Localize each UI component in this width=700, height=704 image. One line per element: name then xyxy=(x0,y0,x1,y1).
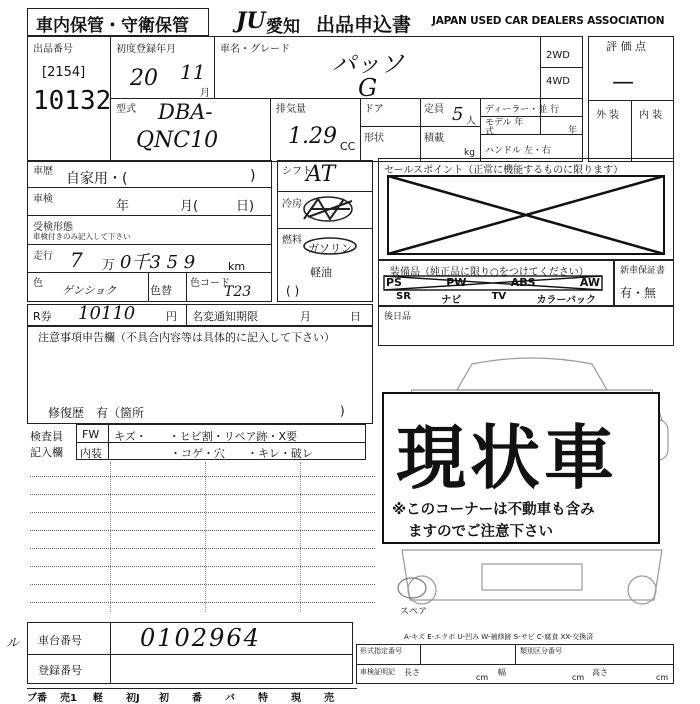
lot-sub-code: [2154] xyxy=(42,65,86,80)
color-code: T23 xyxy=(224,284,252,300)
model-year-label: モデル 年式 xyxy=(485,118,524,137)
model-label: 車名・グレード xyxy=(220,44,290,55)
footer-cell: 売1 xyxy=(60,693,77,704)
equipment-aw: AW xyxy=(579,276,600,289)
equipment-abs: ABS xyxy=(510,276,536,289)
name-change-label: 名変通知期限 xyxy=(192,310,258,323)
history-label: 車歴 xyxy=(33,166,53,177)
shaken-day: 日) xyxy=(236,199,255,214)
r-ticket-unit: 円 xyxy=(166,310,177,323)
equipment-tv: TV xyxy=(491,291,507,302)
registration-year: 20 xyxy=(130,66,158,91)
history-value: 自家用・( xyxy=(66,171,128,187)
load-unit: kg xyxy=(464,148,475,158)
equipment-label: 装備品（純正品に限り○をつけてください） xyxy=(390,267,589,278)
inspector-row1: キズ・ ・ヒビ割・リペア跡・X要 xyxy=(114,430,298,443)
plate-label: 登録番号 xyxy=(38,664,82,677)
inspector-fw: FW xyxy=(82,428,100,441)
fuel-paren: ( ) xyxy=(286,284,300,298)
model-name: パッソ xyxy=(332,50,404,78)
capacity-value: 5 xyxy=(452,104,464,125)
rating-exterior: 外 装 xyxy=(596,110,620,121)
class-num-label: 類別区分番号 xyxy=(520,647,562,655)
mileage-label: 走行 xyxy=(33,251,53,262)
receipt-label: 受検形態 xyxy=(33,222,73,233)
inspector-interior: 内装 xyxy=(80,447,102,460)
color-label: 色 xyxy=(33,278,43,289)
damage-legend: A-キズ E-エクボ U-凹み W-補修跡 S-サビ C-腐食 XX-交換済 xyxy=(404,633,594,641)
type-value-bottom: QNC10 xyxy=(136,128,219,153)
lot-label: 出品番号 xyxy=(33,44,73,55)
length-cert-label: 車検証明記 xyxy=(360,668,395,676)
model-grade: G xyxy=(358,74,378,102)
r-ticket-label: R券 xyxy=(33,310,52,323)
org-english: JAPAN USED CAR DEALERS ASSOCIATION xyxy=(432,15,665,27)
height-label: 高さ xyxy=(592,668,608,677)
equipment-ps: PS xyxy=(386,276,402,289)
shift-label: シフト xyxy=(282,166,312,177)
type-cert-label: 形式指定番号 xyxy=(360,647,402,655)
footer-cell: 軽 xyxy=(93,693,103,704)
handle-label: ハンドル 左・右 xyxy=(485,146,551,156)
form-title: 出品申込書 xyxy=(316,14,412,36)
r-ticket-value: 10110 xyxy=(78,303,136,324)
equipment-navi: ナビ xyxy=(441,295,462,306)
warranty-value: 有・無 xyxy=(620,286,657,300)
type-label: 型式 xyxy=(116,104,136,115)
drive-2wd: 2WD xyxy=(546,50,570,61)
color-value: ゲンショク xyxy=(62,284,117,297)
margin-mark: ル xyxy=(6,636,20,651)
later-docs-box xyxy=(378,306,674,346)
notes-repair-close: ) xyxy=(340,404,345,418)
inspector-label2: 記入欄 xyxy=(30,446,63,459)
shaken-month: 月( xyxy=(180,199,199,214)
later-docs-label: 後日品 xyxy=(384,312,412,322)
shaken-label: 車検 xyxy=(33,194,53,205)
fuel-diesel: 軽油 xyxy=(310,266,332,279)
color-change: 色替 xyxy=(150,284,172,297)
mileage-unit: km xyxy=(228,260,246,273)
footer-cell: 特 xyxy=(258,693,268,704)
capacity-label: 定員 xyxy=(424,104,444,115)
footer-cell: 初J xyxy=(126,693,140,704)
mileage-man: 万 xyxy=(102,258,116,273)
footer-cell: 売 xyxy=(324,693,334,704)
ju-logo: JU xyxy=(236,8,266,34)
chassis-label: 車台番号 xyxy=(38,634,82,647)
aircon-label: 冷房 xyxy=(282,199,302,210)
inspector-label1: 検査員 xyxy=(30,430,63,443)
fuel-gas: ガソリン xyxy=(308,242,352,255)
width-label: 幅 xyxy=(498,668,506,677)
height-cm: cm xyxy=(656,673,669,682)
footer-cell: 番 xyxy=(192,693,202,704)
capacity-unit: 人 xyxy=(466,116,476,127)
stamp-note2: ますのでご注意下さい xyxy=(408,524,553,540)
footer-cell: 現 xyxy=(291,693,301,704)
fuel-gas-circle xyxy=(302,236,358,256)
displacement-unit: CC xyxy=(340,140,356,153)
type-value-top: DBA- xyxy=(158,100,213,124)
equipment-strikeout xyxy=(380,272,612,304)
notes-label: 注意事項申告欄（不具合内容等は具体的に記入して下さい） xyxy=(38,331,335,344)
mileage-value2: 0千3 5 9 xyxy=(120,252,196,273)
name-change-month: 月 xyxy=(300,310,311,323)
org-name: 愛知 xyxy=(266,17,300,37)
dealer-label: ディーラー・並 行 xyxy=(485,105,560,115)
shape-label: 形状 xyxy=(364,133,384,144)
color-code-label: 色コード xyxy=(190,278,230,289)
name-change-day: 日 xyxy=(350,310,361,323)
aircon-scribble-mark xyxy=(300,193,356,225)
registration-month: 11 xyxy=(180,60,206,84)
rating-score: — xyxy=(612,70,634,95)
fuel-label: 燃料 xyxy=(282,235,302,246)
shift-value: AT xyxy=(306,162,336,187)
stamp-note1: ※このコーナーは不動車も含み xyxy=(392,502,595,518)
equipment-pw: PW xyxy=(446,276,467,289)
sales-point-crossed-out xyxy=(380,172,670,258)
spare-label: スペア xyxy=(400,607,428,617)
history-close: ) xyxy=(250,168,256,184)
receipt-note: 車検付きのみ記入して下さい xyxy=(33,232,131,241)
length-cm: cm xyxy=(476,673,489,682)
equipment-colorback: カラーバック xyxy=(536,295,596,306)
footer-row xyxy=(27,688,357,704)
model-year-unit: 年 xyxy=(568,126,578,136)
inspector-row2: ・コゲ・穴 ・キレ・破レ xyxy=(170,447,313,460)
notes-repair: 修復歴 有（箇所 xyxy=(48,406,145,420)
load-label: 積載 xyxy=(424,133,444,144)
rating-label: 評 価 点 xyxy=(606,40,646,53)
chassis-value: 0102964 xyxy=(140,624,261,652)
sales-point-label: セールスポイント（正常に機能するものに限ります） xyxy=(384,165,624,176)
door-label: ドア xyxy=(364,104,384,115)
header-left-title: 車内保管・守衛保管 xyxy=(36,16,189,36)
registration-label: 初度登録年月 xyxy=(116,44,176,55)
stamp-big-text: 現状車 xyxy=(396,416,618,499)
drive-4wd: 4WD xyxy=(546,76,570,87)
rating-interior: 内 装 xyxy=(639,110,663,121)
displacement-label: 排気量 xyxy=(276,104,306,115)
footer-cell: バ xyxy=(225,693,235,704)
mileage-value1: 7 xyxy=(70,248,83,272)
warranty-label: 新車保証書 xyxy=(620,266,666,276)
footer-cell: 初 xyxy=(159,693,169,704)
shaken-year: 年 xyxy=(116,199,130,214)
registration-month-unit: 月 xyxy=(200,88,210,99)
displacement-value: 1.29 xyxy=(288,124,337,149)
footer-cell: ブ番 xyxy=(27,693,47,704)
length-label: 長さ xyxy=(404,668,420,677)
equipment-sr: SR xyxy=(396,291,411,302)
lot-number: 10132 xyxy=(33,86,112,116)
width-cm: cm xyxy=(572,673,585,682)
